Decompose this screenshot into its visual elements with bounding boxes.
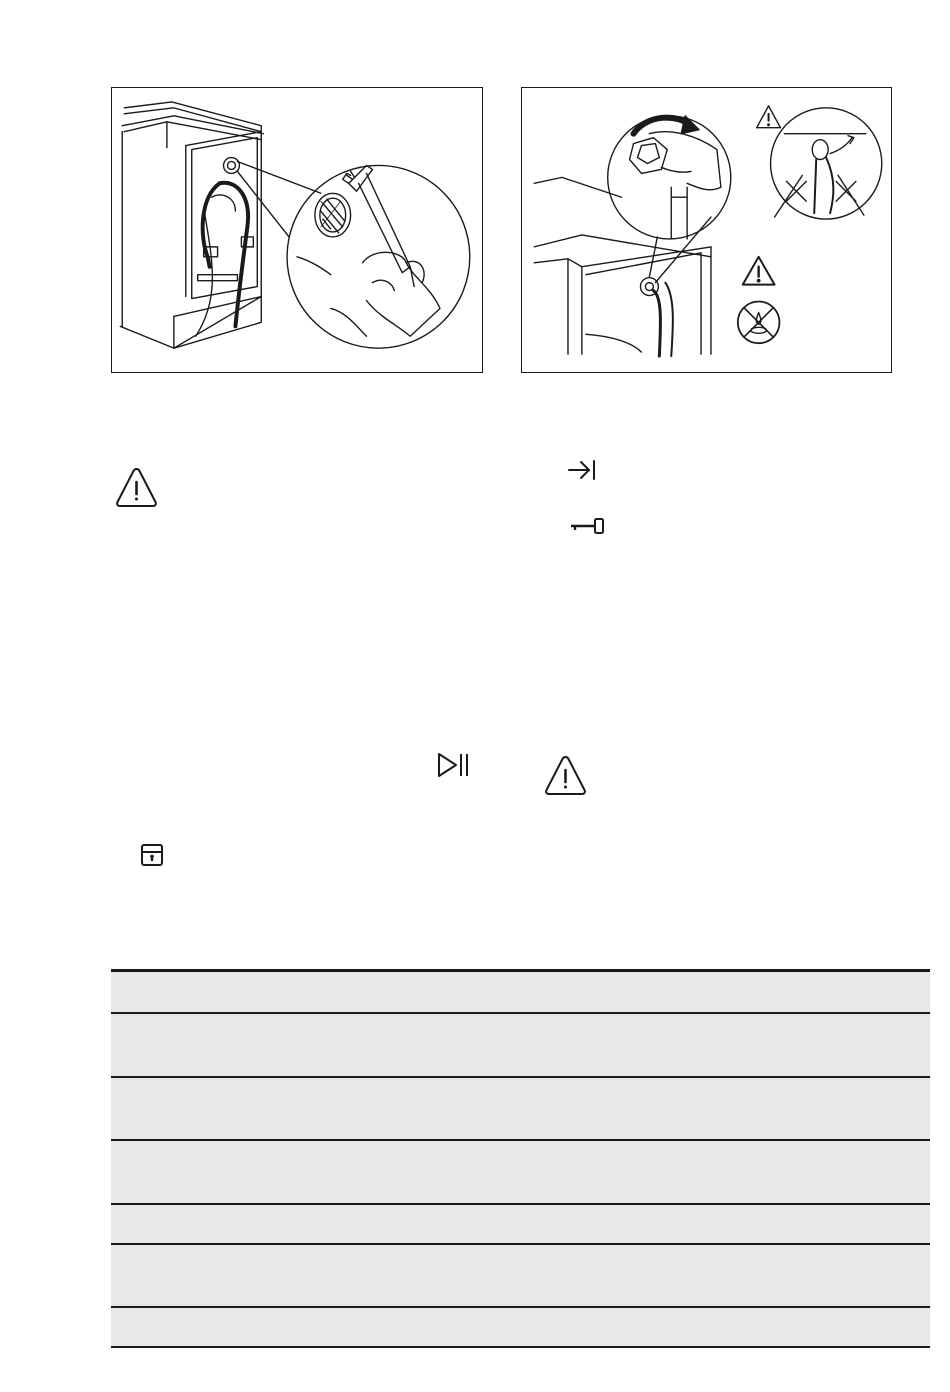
table-row bbox=[111, 1014, 930, 1078]
skip-arrow-icon bbox=[567, 459, 597, 481]
key-lock-icon bbox=[569, 516, 605, 536]
warning-icon bbox=[114, 466, 159, 508]
table-row bbox=[111, 1078, 930, 1141]
table-row bbox=[111, 972, 930, 1014]
table-row bbox=[111, 1245, 930, 1308]
table-row bbox=[111, 1205, 930, 1245]
data-table bbox=[111, 969, 930, 1348]
table-row bbox=[111, 1141, 930, 1205]
filter-cleaning-illustration bbox=[112, 88, 482, 372]
door-lock-icon bbox=[140, 843, 164, 867]
inlet-hose-connection-illustration bbox=[522, 88, 891, 372]
start-pause-icon bbox=[436, 752, 470, 778]
filter-cleaning-figure bbox=[111, 87, 483, 373]
warning-icon bbox=[543, 754, 588, 796]
table-row bbox=[111, 1308, 930, 1348]
inlet-hose-figure bbox=[521, 87, 892, 373]
